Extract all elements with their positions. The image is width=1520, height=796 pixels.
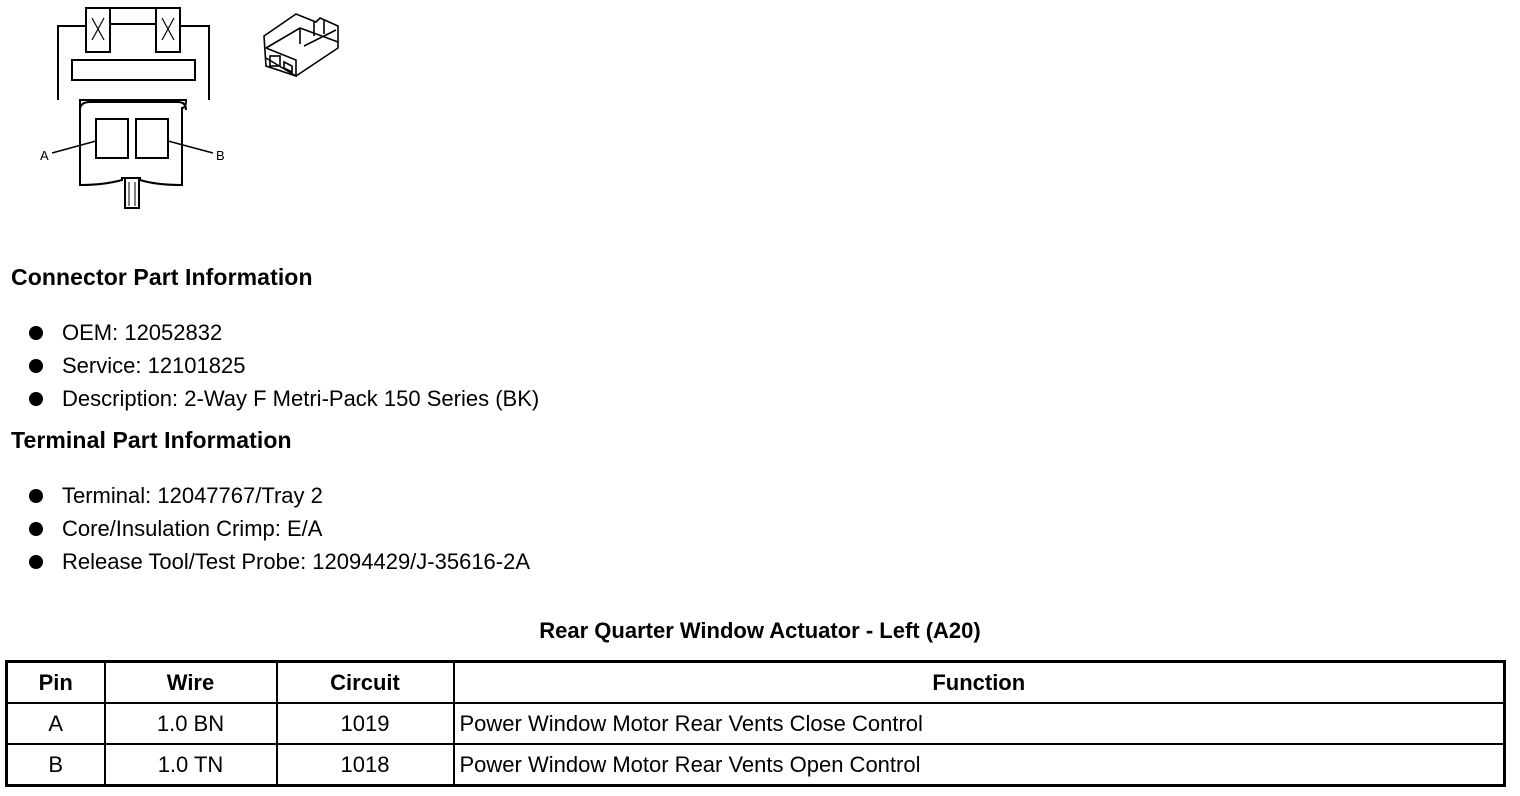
list-item: Service: 12101825 — [0, 349, 539, 382]
connector-diagram — [0, 0, 380, 240]
cell-circuit: 1019 — [277, 703, 454, 744]
cell-circuit: 1018 — [277, 744, 454, 786]
connector-info-list — [0, 316, 539, 415]
bullet-icon — [29, 359, 43, 373]
cell-function: Power Window Motor Rear Vents Open Control — [454, 744, 1505, 786]
header-circuit: Circuit — [277, 662, 454, 704]
terminal-part-info-heading: Terminal Part Information — [11, 427, 292, 453]
table-row — [7, 744, 1505, 786]
list-item: Core/Insulation Crimp: E/A — [0, 512, 530, 545]
pinout-table — [5, 660, 1506, 787]
cell-pin: A — [7, 703, 105, 744]
terminal-info-list — [0, 479, 530, 578]
table-header-row — [7, 662, 1505, 704]
cell-wire: 1.0 TN — [105, 744, 277, 786]
bullet-icon — [29, 326, 43, 340]
table-caption: Rear Quarter Window Actuator - Left (A20) — [539, 618, 981, 643]
pin-a-label: A — [40, 148, 49, 163]
connector-thumbnail — [264, 14, 338, 76]
bullet-icon — [29, 555, 43, 569]
list-item: OEM: 12052832 — [0, 316, 539, 349]
cell-pin: B — [7, 744, 105, 786]
header-function: Function — [454, 662, 1505, 704]
bullet-icon — [29, 392, 43, 406]
table-row — [7, 703, 1505, 744]
connector-part-info-heading: Connector Part Information — [11, 264, 313, 290]
bullet-icon — [29, 522, 43, 536]
cell-wire: 1.0 BN — [105, 703, 277, 744]
list-item: Release Tool/Test Probe: 12094429/J-35616-2A — [0, 545, 530, 578]
list-item: Terminal: 12047767/Tray 2 — [0, 479, 530, 512]
header-wire: Wire — [105, 662, 277, 704]
list-item: Description: 2-Way F Metri-Pack 150 Series (BK) — [0, 382, 539, 415]
header-pin: Pin — [7, 662, 105, 704]
bullet-icon — [29, 489, 43, 503]
cell-function: Power Window Motor Rear Vents Close Control — [454, 703, 1505, 744]
pin-b-label: B — [216, 148, 225, 163]
